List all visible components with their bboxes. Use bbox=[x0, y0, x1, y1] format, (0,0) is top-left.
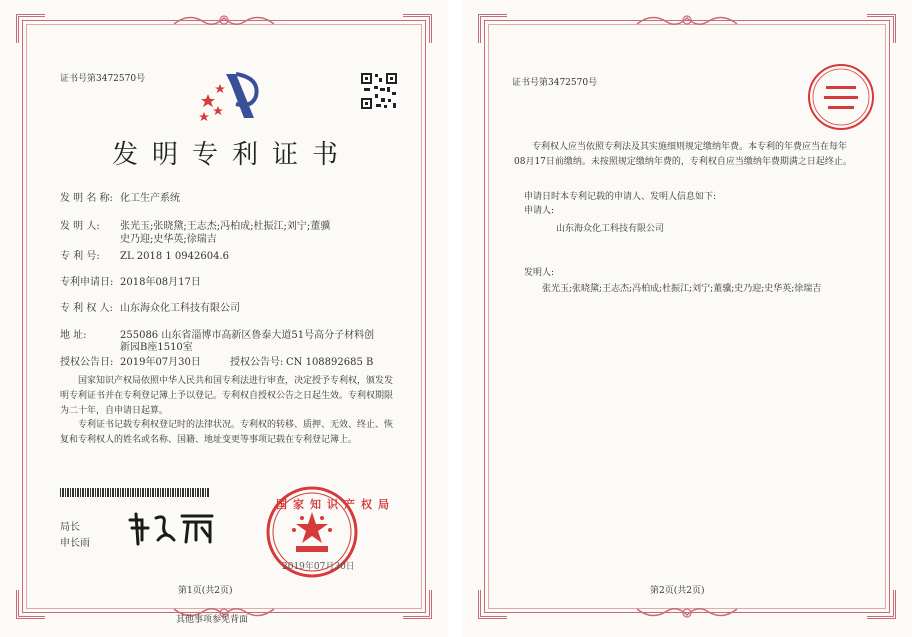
seal-text: 国家知识产权局 bbox=[276, 498, 395, 511]
top-ornament bbox=[169, 10, 279, 32]
inventor-label: 发明人: bbox=[524, 268, 555, 278]
seal-date: 2019年07月30日 bbox=[282, 562, 355, 572]
corner-ornament bbox=[867, 14, 896, 43]
grant-date-value: 2019年07月30日 bbox=[120, 357, 201, 368]
address-value-cont: 新园B座1510室 bbox=[120, 342, 193, 353]
inventor-value-cont: 史乃迎;史华英;徐瑞吉 bbox=[120, 234, 217, 245]
footer-note: 其他事项参见背面 bbox=[176, 615, 249, 625]
corner-ornament bbox=[403, 590, 432, 619]
certificate-page-2 bbox=[462, 0, 912, 637]
certificate-number: 证书号第3472570号 bbox=[60, 74, 146, 84]
corner-ornament bbox=[16, 590, 45, 619]
grant-number-label: 授权公告号: bbox=[230, 357, 284, 368]
inventor-label: 发 明 人: bbox=[60, 221, 100, 232]
patent-number-value: ZL 2018 1 0942604.6 bbox=[120, 251, 230, 262]
patentee-label: 专 利 权 人: bbox=[60, 303, 113, 314]
director-signature bbox=[126, 510, 216, 546]
inventor-value: 张光玉;张晓黛;王志杰;冯柏成;杜振江;刘宁;董骥;史乃迎;史华英;徐瑞吉 bbox=[542, 284, 822, 294]
certificate-number: 证书号第3472570号 bbox=[512, 78, 598, 88]
grant-number-value: CN 108892685 B bbox=[286, 357, 374, 368]
address-label: 地 址: bbox=[60, 330, 87, 341]
top-ornament bbox=[632, 10, 742, 32]
barcode bbox=[60, 488, 210, 497]
page-number: 第1页(共2页) bbox=[178, 586, 233, 596]
invention-name-label: 发 明 名 称: bbox=[60, 193, 113, 204]
record-heading: 申请日时本专利记载的申请人、发明人信息如下: bbox=[524, 192, 717, 202]
fee-seal bbox=[806, 62, 876, 132]
corner-ornament bbox=[16, 14, 45, 43]
applicant-label: 申请人: bbox=[524, 206, 555, 216]
patentee-value: 山东海众化工科技有限公司 bbox=[120, 303, 240, 314]
certificate-title: 发明专利证书 bbox=[112, 140, 353, 170]
page-number: 第2页(共2页) bbox=[650, 586, 705, 596]
legal-paragraph-1: 国家知识产权局依照中华人民共和国专利法进行审查，决定授予专利权，颁发发明专利证书并在专利登记簿上予以登记。专利权自授权公告之日起生效。专利权期限为二十年，自申请日起算。 bbox=[60, 376, 394, 416]
address-value: 255086 山东省淄博市高新区鲁泰大道51号高分子材料创 bbox=[120, 330, 375, 341]
patent-office-logo bbox=[196, 70, 266, 122]
corner-ornament bbox=[478, 14, 507, 43]
corner-ornament bbox=[478, 590, 507, 619]
corner-ornament bbox=[403, 14, 432, 43]
application-date-label: 专利申请日: bbox=[60, 277, 114, 288]
qr-code bbox=[360, 72, 398, 110]
inventor-value: 张光玉;张晓黛;王志杰;冯柏成;杜振江;刘宁;董骥 bbox=[120, 221, 331, 232]
corner-ornament bbox=[867, 590, 896, 619]
grant-date-label: 授权公告日: bbox=[60, 357, 114, 368]
director-name: 申长雨 bbox=[60, 538, 90, 549]
invention-name-value: 化工生产系统 bbox=[120, 193, 180, 204]
application-date-value: 2018年08月17日 bbox=[120, 277, 201, 288]
patent-number-label: 专 利 号: bbox=[60, 251, 100, 262]
certificate-page-1 bbox=[0, 0, 448, 637]
director-title: 局长 bbox=[60, 522, 80, 533]
bottom-ornament bbox=[632, 601, 742, 623]
applicant-value: 山东海众化工科技有限公司 bbox=[556, 224, 665, 234]
legal-paragraph-2: 专利证书记载专利权登记时的法律状况。专利权的转移、质押、无效、终止、恢复和专利权人的姓名或名称、国籍、地址变更等事项记载在专利登记簿上。 bbox=[60, 420, 394, 445]
annual-fee-notice: 专利权人应当依照专利法及其实施细则规定缴纳年费。本专利的年费应当在每年08月17日前缴纳。未按照规定缴纳年费的，专利权自应当缴纳年费期满之日起终止。 bbox=[514, 142, 852, 167]
